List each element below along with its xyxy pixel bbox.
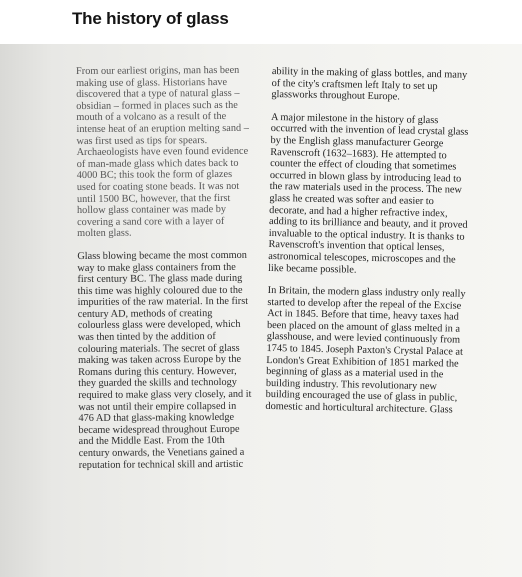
paragraph-britain: In Britain, the modern glass industry only really started to develop after the repeal of the Excise Act in 1845. Before that time, heavy taxes had been placed on the amount of glass melted in a glasshouse, and were levied continuously from 1745 to 1845. Joseph Paxton's Crystal Palace at London's Great Exhibition of 1851 marked the beginning of glass as a material used in the building industry. This revolutionary new building encouraged the use of glass in public, domestic and horticultural architecture. Glass (265, 285, 466, 416)
left-column (76, 65, 253, 482)
document-page (0, 44, 522, 577)
paragraph-origins: From our earliest origins, man has been making use of glass. Historians have discovered that a type of natural glass – obsidian – formed in places such as the mouth of a volcano as a result of the intense heat of an eruption melting sand – was first used as tips for spears. Archaeologists have even found evidence of man-made glass which dates back to 4000 BC; this took the form of glazes used for coating stone beads. It was not until 1500 BC, however, that the first hollow glass container was made by covering a sand core with a layer of molten glass. (76, 64, 249, 240)
page-title: The history of glass (72, 9, 229, 28)
paragraph-glass-blowing: Glass blowing became the most common way to make glass containers from the first century BC. The glass made during this time was highly coloured due to the impurities of the raw material. In the first century AD, methods of creating colourless glass were developed, which was then tinted by the addition of colouring materials. The secret of glass making was taken across Europe by the Romans during this century. However, they guarded the skills and technology required to make glass very closely, and it was not until their empire collapsed in 476 AD that glass-making knowledge became widespread throughout Europe and the Middle East. From the 10th century onwards, the Venetians gained a reputation for technical skill and artistic (77, 249, 252, 471)
paragraph-venetian-continuation: ability in the making of glass bottles, and many of the city's craftsmen left Italy to set up glassworks throughout Europe. (271, 66, 468, 103)
title-bar (0, 0, 522, 44)
right-column (265, 66, 474, 427)
paragraph-lead-crystal: A major milestone in the history of glass occurred with the invention of lead crystal glass by the English glass manufacturer George Ravenscroft (1632–1683). He attempted to counter the effect of clouding that sometimes occurred in blown glass by introducing lead to the raw materials used in the process. The new glass he created was softer and easier to decorate, and had a higher refractive index, adding to its brilliance and beauty, and it proved invaluable to the optical industry. It is thanks to Ravenscroft's invention that optical lenses, astronomical telescopes, microscopes and the like became possible. (268, 111, 469, 276)
